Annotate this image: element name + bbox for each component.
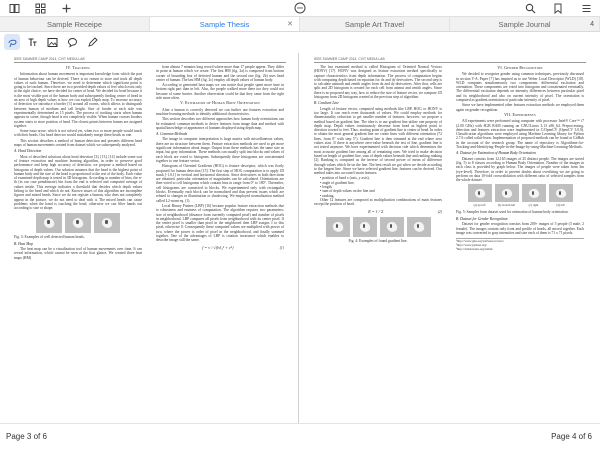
sublabel: (c) right bbox=[528, 203, 539, 208]
tab-sample-receipe[interactable] bbox=[0, 17, 150, 31]
text-tool-button[interactable] bbox=[24, 34, 40, 50]
bullet-item: • length, bbox=[320, 185, 333, 190]
page4-column-right bbox=[456, 65, 584, 419]
grid-icon[interactable] bbox=[32, 1, 48, 15]
page3-column-right bbox=[156, 65, 284, 419]
paragraph: Information about human movement is important knowledge from which the part of human behaviour can be derived. There is no reason to store and track all depth values of each human. Therefore, we need to determine which significant point is going to be tracked. Since there are two provided depth values of feet which exist only at the right choice, we have decided for center of head. We decided for head because it is the most visible part of the human body and subsequently finding center of head in an area of high depth values is how we can exploit Depth map. To increase accuracy of detection we introduce a border [3] around all rooms, which allows to distinguish between human of medium and tall height. Size of border at each side was experimentally determined as 15 pixels. The process of tracking starts when human appears in scene, though head is not completely visible. When human crosses borders system starts to store position of head. The closest points between frames are assigned together. bbox=[14, 72, 142, 128]
bullet-text: ranking. bbox=[322, 193, 335, 198]
tab-label: Sample Journal bbox=[498, 19, 551, 29]
tab-overflow-count[interactable]: 4 bbox=[590, 20, 594, 28]
equation-expression: f = v / √(‖v‖₂² + e²) bbox=[202, 244, 234, 250]
right-page-indicator: Page 4 of 6 bbox=[551, 432, 592, 441]
page-3 bbox=[2, 53, 298, 423]
figure-image bbox=[549, 184, 573, 202]
paragraph: The last examined method is called Histogram of Oriented Normal Vectors (HONV) [17]. HONV was designed as feature extraction method specifically to capture characteristics from depth information. The process of computation begins with computing depth based on equation for dx and dy derivatives. The second step is to calculate azimuth and zenith angles from dx and dy derivatives. After that, cells are split and 2D histogram is created for each cell from azimut and zenith angles. Since there is no proposed any way, how to reduce the size of feature vector, we compute 1D histogram from 2D histogram created at the previous step of algorithm. bbox=[314, 65, 442, 100]
paragraph: from almost 7 minutes long record where more than 17 people appear. They differ in point at human which we create. The first HM (fig. 2a) is composed from bottom corner of bounding box of detected human and the second one (fig. 2b) uses head center of human. The last HM (fig. 2c) employ all depth values of human body. bbox=[156, 65, 284, 82]
figure-image bbox=[326, 217, 350, 237]
paragraph: Histogram of Oriented Gradients (HOG) is feature descriptor, which was firstly proposed for human detection [15]. The first step of HOG computation is to apply 1D mask [-1,0,1] in vertical and horizontal direction. Since derivatives in both directions are obtained, particular orientation of magnitudes can be calculated. Orientations are then voted to cell histograms which contain bins in range from 0° to 180°. Thereafter, cell histograms are connected to blocks. We experimented only with rectangular blocks. Eventually each block can be normalized and thus prevent issues which are related to changes in illumination or shadowing. We employed normalization method called L2-norm eq. (1). bbox=[156, 164, 284, 203]
equation-number: (1) bbox=[279, 245, 284, 250]
figure-image bbox=[522, 184, 546, 202]
bullet-text: sum of depth values on the line and bbox=[322, 189, 375, 194]
paragraph: Local Binary Pattern (LBP) [16] became popular feature extraction methods due to robustness and easiness of computation. The algorithm requires two parameters; size of neighborhood (distance from currently computed pixel) and number of pixels in neighborhood. LBP compares all pixels from neighborhood with its center pixel. If the center pixel is smaller than pixel in the neighbored then LBP assigns 1 to this pixel, otherwise 0. Consequently these computed values are multiplied with power of two, where the power is order of pixel in the neighborhood, and finally summed together. One of the advantages of LBP is rotation invariance which enables to describe image still the same. bbox=[156, 203, 284, 243]
add-icon[interactable] bbox=[58, 1, 74, 15]
more-icon[interactable] bbox=[292, 1, 308, 15]
paragraph: Dataset consists from 12,165 images of 25 distinct people. The images are sorted (fig. 5) to 8 classes according to Human Body Orientation. Number of the images in each class is provided by graph below. The images of people were taken from 3m (eye-level). Therefore, in order to prevent doubts about overfitting we are going to perform on data 10-fold crossvalidation with different ratio of selected samples from the whole dataset. bbox=[456, 156, 584, 183]
page4-column-left bbox=[314, 65, 442, 419]
document-tab-strip bbox=[0, 16, 600, 32]
subsection-heading: B. Dataset for Gender Recognition bbox=[456, 217, 508, 222]
left-page-indicator: Page 3 of 6 bbox=[6, 432, 47, 441]
figure-image bbox=[36, 213, 62, 233]
subsection-heading: A. Common Methods bbox=[156, 132, 188, 137]
figure-5-images bbox=[456, 184, 584, 202]
running-head: IEEE SUMMER CAMP 2014, CVIT MEDIA LAB bbox=[14, 57, 286, 63]
status-bar bbox=[0, 423, 600, 450]
pages-icon[interactable] bbox=[6, 1, 22, 15]
figure-image bbox=[468, 184, 492, 202]
text-icon bbox=[27, 37, 38, 48]
bullet-text: angle of gradient line, bbox=[322, 180, 355, 185]
tab-label: Sample Art Travel bbox=[344, 19, 405, 29]
bullet-text: position of head x (axis, y axis), bbox=[322, 176, 370, 181]
figure-image bbox=[94, 213, 120, 233]
tab-label: Sample Receipe bbox=[46, 19, 103, 29]
comment-tool-button[interactable] bbox=[64, 34, 80, 50]
footnote: ²http://www.python.org/ bbox=[456, 243, 487, 247]
equation-number: (2) bbox=[437, 209, 442, 214]
close-icon[interactable]: ✕ bbox=[287, 21, 293, 28]
figure-caption: Fig. 5: Samples from dataset used for estimation of human body orientation. bbox=[456, 209, 569, 214]
paragraph: The image in computer interpretation is large matrix with miscellaneous values, there are no structure between them. Feature extraction methods are used to get more significant information about image. Output from these methods has the same size as input, but gray information. These methods can usually split into blocks and values of each block are voted to histogram. Subsequently these histograms are concatenated together to one feature vector. bbox=[156, 137, 284, 163]
subsection-heading: A. Head Detection bbox=[14, 149, 42, 154]
search-icon[interactable] bbox=[522, 1, 538, 15]
figure-image bbox=[380, 217, 404, 237]
image-tool-button[interactable] bbox=[44, 34, 60, 50]
image-icon bbox=[47, 37, 58, 48]
lasso-icon bbox=[7, 37, 18, 48]
lasso-tool-button[interactable] bbox=[4, 34, 20, 50]
figure-3-images bbox=[14, 213, 142, 233]
page-4 bbox=[302, 53, 598, 423]
tab-sample-thesis[interactable] bbox=[150, 17, 300, 31]
sublabel: (a) up left bbox=[473, 203, 486, 208]
subsection-heading: B. Heat Map bbox=[14, 241, 33, 246]
bookmark-icon[interactable] bbox=[550, 1, 566, 15]
paragraph: Most of described solutions about head detection [3], [13], [14] include some sort of feature extraction and machine learning algorithm, in order to preserve good performance and keep high accuracy of detection, we propose a method based on histogram of depth values. Our solution assumes that the head is the highest point of human body and the size of the head is proportional to the rest of the body. Each value of examined depth map is tested in 3D histogram. According to number of bins, the n-th (in our case penultimate) bin from the end is selected and computed average of values inside. This average indicates a threshold that decides which depth values belong to the head and which do not. Known issues of this algorithm are incomplete figures and mixed heads. Since we do not register a human, who does not completely appear in the picture, we do not need to deal with it. The mixed heads can cause problems when the hand is touching the head, otherwise we can filter hands out according to size or shape. bbox=[14, 154, 142, 211]
annotation-toolbar bbox=[4, 33, 100, 51]
bullet-item: • position of head x (axis, y axis), bbox=[320, 176, 370, 181]
paragraph: Other 12 features are composed as multiplication combinations of main features except the position of head. bbox=[314, 197, 442, 207]
tab-sample-art-travel[interactable] bbox=[300, 17, 450, 31]
figure-4-images bbox=[314, 217, 442, 237]
paragraph: Some issue arose, which is not solved yet, when two or more people would touch with their heads. Our head detector would mistakenly merge these heads as one. bbox=[14, 129, 142, 138]
paragraph: All experiments were performed using computer with processor Intel® Core™ i7 (2.00 GHz) with 8GB RAM running on GNU/Linux 3.13 x86_64. Preprocessing, detection and features extraction were implemented in C/OpenCV (OpenCV 3.0.0). Classification algorithms were employed using Machine Learning library for Python 2.7.6 called scikit-learn. Implementation of proposed methods can be found at GitHub in the account of the research group. The name of repository is Algorithms-for-Tracking-and-Identifying-People-in-the-Image-by-using-Machine-Learning-Methods. bbox=[456, 119, 584, 150]
sublabel: (b) bottom left bbox=[497, 203, 516, 208]
figure-image bbox=[495, 184, 519, 202]
comment-icon bbox=[67, 37, 78, 48]
subsection-heading: B. Gradient Line bbox=[314, 101, 339, 106]
figure-caption: Fig. 4: Examples of found gradient line. bbox=[348, 238, 408, 243]
section-heading: VII. Experiments bbox=[504, 112, 536, 117]
pen-tool-button[interactable] bbox=[84, 34, 100, 50]
footnote: ³http://scikit-learn.org/stable/ bbox=[456, 246, 494, 251]
tab-sample-journal[interactable] bbox=[450, 17, 600, 31]
paragraph: The heat map can be a visualization tool of human movements over time. It can reveal information, which cannot be seen at the first glance. We created three heat maps (HM) bbox=[14, 247, 142, 260]
paragraph: After a human is correctly detected we can further use features extraction and machine learning methods to identify additional characteristics. bbox=[156, 107, 284, 116]
sublabel: (d) left bbox=[556, 203, 565, 208]
figure-sublabels bbox=[456, 203, 584, 207]
figure-image bbox=[65, 213, 91, 233]
page-divider bbox=[298, 53, 299, 423]
bullet-text: length, bbox=[322, 185, 333, 190]
paragraph: Length of feature vector, computed using methods like LBP, HOG or HONV is too large. It can reach even thousands of values. We could employ methods for dimensionality reduction to get smaller number of features, however, we propose a method based on gradient line. The idea is to use gradient line utilize one property of depth map. Depth values continuously decrease from head as highest point to direction toward to feet. Thus, starting point of gradient line is center of head. In order to obtain the most general gradient line we create lines with different orientation (72 lines, from 0° with step 5°). Gradient line is then trimmed at the end where zero values start. If there is anywhere zero-value beneath the test of line, gradient line is not tested anymore. We have experimented with decision rule which determines the most accurate gradient line among all of remaining ones. We tried to make decision based on length of gradient line, sum of depth values beneath line and ranking ranking [2]. Ranking is computed as the inverse of second power of mean of difference through values which lie on the line. The best result we got when we decide according to the longest line. Since we have selected gradient line, features can be derived. Our method takes into account 6 main features: bbox=[314, 106, 442, 176]
footnotes bbox=[456, 238, 584, 251]
section-heading: IV. Tracking bbox=[66, 66, 90, 70]
paragraph: Dataset for gender recognition consists from 200+ images of 5 people (3 male, 2 female). The images contain only front and profile of heads, all mixed together. Each image was converted to gray intensities and size each of them is 71 x 71 pixels. bbox=[456, 222, 584, 235]
figure-image bbox=[407, 217, 431, 237]
section-heading: VI. Gender Recognition bbox=[497, 66, 543, 70]
paragraph: This section describes two different approaches how human body orientations can be estimated: common methods to derive features from image data and method with spatial knowledge of appearance of humans displayed using depth map. bbox=[156, 117, 284, 130]
figure-caption: Fig. 3: Examples of well detected human heads. bbox=[14, 234, 85, 239]
paragraph: We decided to recognize gender using common techniques, previously discussed in section V-A. Paper [7] has inspired us to use Weber Local Descriptor (WLD) [18]. WLD computes simultaneously two components: differential excitation and orientation. These components are voted into histogram and concatenated eventually. The differential excitation depends on intensity differences between particular pixel and its neighborhood and also on current intensity of pixel. The orientation is computed as gradient orientation of particular intensity of pixel. bbox=[456, 72, 584, 103]
figure-image bbox=[353, 217, 377, 237]
bullet-item: • sum of depth values on the line and bbox=[320, 189, 375, 194]
top-app-bar bbox=[0, 0, 600, 16]
equation-2 bbox=[314, 210, 442, 214]
equation-1 bbox=[156, 246, 284, 250]
equation-expression: R = 1 / Σ bbox=[368, 208, 384, 214]
subsection-heading: A. Dataset for Estimation of Human Body Orientation bbox=[456, 151, 536, 156]
footnote: ¹http://www.gnu.org/software/octave/ bbox=[456, 239, 504, 244]
paragraph: This section describes a method of human detection and presents different head maps of human movements created from dataset which we subsequently analyzed. bbox=[14, 138, 142, 148]
tab-label: Sample Thesis bbox=[199, 19, 250, 29]
section-heading: V. Estimation of Human Body Orientation bbox=[180, 101, 260, 106]
running-head: IEEE SUMMER CAMP 2014, CVIT MEDIA LAB bbox=[314, 57, 586, 63]
paragraph: Since we have implemented other features extraction methods we employed them again on gender recognition. bbox=[456, 103, 584, 112]
document-viewport[interactable] bbox=[0, 53, 600, 423]
bullet-item: • ranking. bbox=[320, 193, 335, 198]
pen-icon bbox=[87, 37, 98, 48]
bullet-item: • angle of gradient line, bbox=[320, 180, 355, 185]
menu-icon[interactable] bbox=[578, 1, 594, 15]
page3-column-left bbox=[14, 65, 142, 419]
paragraph: According to generated heat maps we can notice that people spent more time in bottom right part than in left. Also, the people walked more there too they could not because of some barrier. Another observation could be that they came from the right side more often. bbox=[156, 83, 284, 101]
